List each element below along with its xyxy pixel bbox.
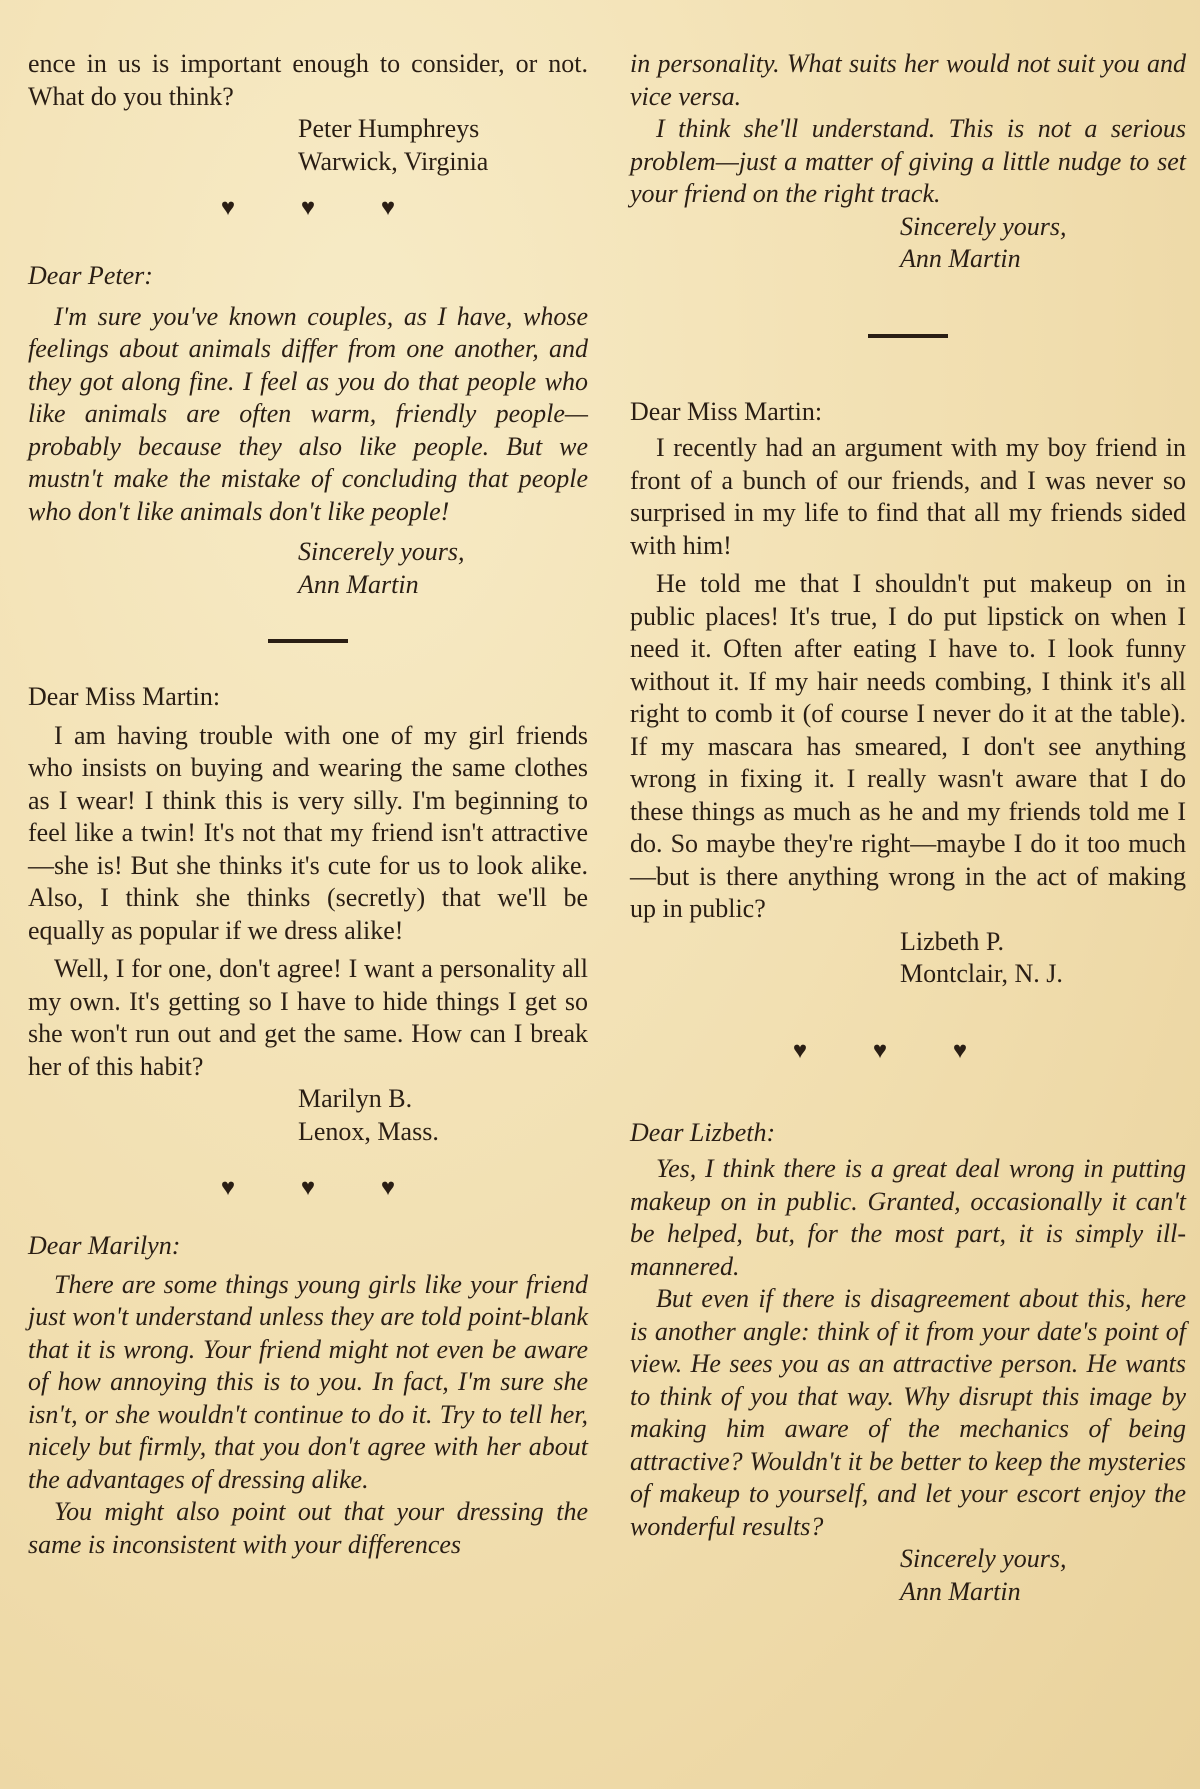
reply3-salutation: Dear Lizbeth: [630, 1117, 776, 1147]
letter3-signature [900, 926, 1186, 991]
reply2-paragraph: I think she'll understand. This is not a serious problem—just a matter of giving a little nudge to set your friend on the right track. [630, 114, 1186, 208]
reply3-paragraph: But even if there is disagreement about this, here is another angle: think of it from your date's point of view. He sees you as an attractive person. He wants to think of you that way. Why disrupt this image by making him aware of the mechanics of being attractive? Wouldn't it be better to keep the mysteries of makeup to yourself, and let your escort enjoy the wonderful results? [630, 1284, 1186, 1541]
closing: Sincerely yours, [900, 211, 1067, 241]
heart-icon: ♥ [380, 1175, 396, 1201]
letter3-paragraph: I recently had an argument with my boy friend in front of a bunch of our friends, and I was never so surprised in my life to find that all my friends sided with him! [630, 433, 1186, 560]
heart-icon: ♥ [872, 1037, 888, 1064]
signature-name: Marilyn B. [298, 1084, 413, 1113]
heart-icon: ♥ [300, 195, 316, 221]
left-column [28, 48, 588, 1561]
signature-place: Lenox, Mass. [298, 1116, 439, 1146]
reply2-signature [900, 211, 1186, 276]
closing: Sincerely yours, [298, 537, 465, 566]
heart-icon: ♥ [220, 195, 236, 221]
right-column [630, 48, 1186, 1608]
hearts-divider [28, 1158, 588, 1218]
signature-name: Lizbeth P. [900, 926, 1004, 956]
letter2-signature [298, 1083, 588, 1148]
heart-icon: ♥ [300, 1175, 316, 1201]
reply1-salutation: Dear Peter: [28, 261, 153, 290]
section-divider [268, 639, 348, 643]
heart-icon: ♥ [792, 1037, 808, 1064]
letter2-paragraph: I am having trouble with one of my girl friends who insists on buying and wearing the same clothes as I wear! I think this is very silly. I'm beginning to feel like a twin! It's not that my friend isn't attractive—she is! But she thinks it's cute for us to look alike. Also, I think she thinks (secretly) that we'll be equally as popular if we dress alike! [28, 720, 588, 945]
letter1-signature [298, 113, 588, 178]
reply2-paragraph: You might also point out that your dressing the same is inconsistent with your differences [28, 1497, 588, 1559]
heart-icon: ♥ [952, 1037, 968, 1064]
reply3-signature [900, 1543, 1186, 1608]
signature-place: Montclair, N. J. [900, 959, 1063, 988]
letter1-ending: ence in us is important enough to consider, or not. What do you think? [28, 49, 588, 111]
signature-name: Ann Martin [298, 569, 419, 599]
reply2-continuation: in personality. What suits her would not suit you and vice versa. [630, 49, 1186, 111]
section-divider [868, 334, 948, 338]
hearts-divider [28, 178, 588, 238]
letter3-salutation: Dear Miss Martin: [630, 396, 823, 426]
signature-place: Warwick, Virginia [298, 146, 489, 176]
reply1-body: I'm sure you've known couples, as I have, whose feelings about animals differ from one another, and they got along fine. I feel as you do that people who like animals are often warm, friendly people—probably because they also like people. But we mustn't make the mistake of concluding that people who don't like animals don't like people! [28, 301, 588, 526]
signature-name: Ann Martin [900, 1576, 1021, 1606]
closing: Sincerely yours, [900, 1544, 1067, 1573]
letter2-salutation: Dear Miss Martin: [28, 682, 221, 711]
signature-name: Peter Humphreys [298, 114, 480, 143]
heart-icon: ♥ [220, 1175, 236, 1201]
letter2-paragraph: Well, I for one, don't agree! I want a personality all my own. It's getting so I have to hide things I get so she won't run out and get the same. How can I break her of this habit? [28, 954, 588, 1081]
heart-icon: ♥ [380, 195, 396, 221]
reply1-signature [298, 536, 588, 601]
signature-name: Ann Martin [900, 244, 1021, 273]
letter3-paragraph: He told me that I shouldn't put makeup on in public places! It's true, I do put lipstick on when I need it. Often after eating I have to. I look funny without it. If my hair needs combing, I think it's all right to comb it (of course I never do it at the table). If my mascara has smeared, I don't see anything wrong in fixing it. I really wasn't aware that I do these things as much as he and my friends told me I do. So maybe they're right—maybe I do it too much—but is there anything wrong in the act of making up in public? [630, 569, 1186, 923]
reply2-paragraph: There are some things young girls like your friend just won't understand unless they are told point-blank that it is wrong. Your friend might not even be aware of how annoying this is to you. In fact, I'm sure she isn't, or she wouldn't continue to do it. Try to tell her, nicely but firmly, that you don't agree with her about the advantages of dressing alike. [28, 1269, 588, 1494]
reply2-salutation: Dear Marilyn: [28, 1231, 181, 1260]
reply3-paragraph: Yes, I think there is a great deal wrong in putting makeup on in public. Granted, occasionally it can't be helped, but, for the most part, it is simply ill-mannered. [630, 1154, 1186, 1281]
hearts-divider [630, 1021, 1186, 1081]
